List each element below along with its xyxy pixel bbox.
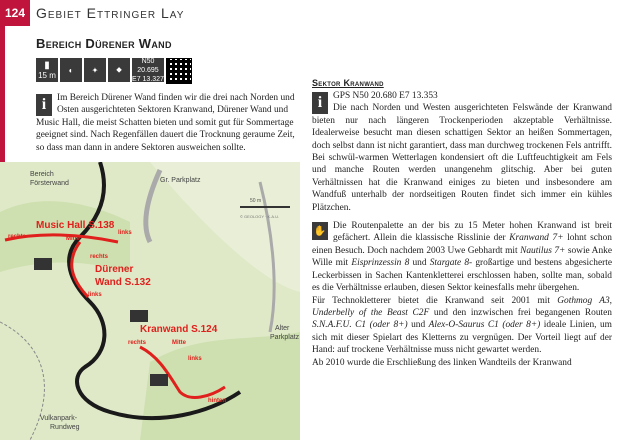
info-icon-row	[36, 58, 192, 84]
climbing-icon: ✋	[312, 222, 328, 240]
coords-lon: E7 13.327	[132, 75, 164, 83]
label-foerster-2: Försterwand	[30, 180, 69, 187]
label-alter-parkplatz-1: Alter	[275, 325, 290, 332]
height-icon: ▮ 15 m	[36, 58, 58, 82]
label-mitte-2: Mitte	[172, 340, 186, 346]
label-rechts-3: rechts	[128, 340, 147, 346]
sektor-paragraph-1: Die nach Norden und Westen ausgerichteten Felswände der Kranwand bieten nur nach längeren Trockenperioden akzeptable Verhältnisse. Idealerweise besucht man diesen schattigen Sektor an heißen Sommertagen, doch selbst dann ist nicht garantiert, dass man durchweg trockenen Fels antrifft. Bei schwül-warmen Wetterlagen kondensiert oft die Luftfeuchtigkeit am Fels und manche Routen werden unangenehm glitschig. Aber bei guten Verhältnissen hat die Kranwand einiges zu bieten und insbesondere am Wandfuß unterhalb der nordseitigen Routen findet sich immer ein kühles Plätzchen.	[312, 103, 612, 213]
page-number: 124	[0, 0, 30, 26]
label-rechts-2: rechts	[90, 254, 109, 260]
label-rundweg-2: Rundweg	[50, 424, 80, 431]
label-hinten: hinten	[208, 398, 226, 404]
shade-icon: ◐	[60, 58, 82, 82]
info-icon: i	[36, 94, 52, 116]
label-music-hall: Music Hall S.138	[36, 220, 115, 231]
label-rechts-1: rechts	[8, 234, 27, 240]
qr-code-icon	[166, 58, 192, 84]
coords-lat: N50 20.695	[137, 57, 159, 74]
sektor-kranwand-text	[312, 78, 612, 375]
label-parkplatz: Gr. Parkplatz	[160, 177, 201, 184]
section-title: Bereich Dürener Wand	[36, 36, 172, 51]
sektor-paragraph-3: Für Technokletterer bietet die Kranwand seit 2001 mit Gothmog A3, Underbelly of the Beast C2F und den inzwischen frei begangenen Routen S.N.A.F.U. C1 (oder 8+) und Alex-O-Saurus C1 (oder 8+) ideale Linien, um sich mit dieser Spielart des Kletterns zu vergnügen. Der Vorteil liegt auf der Hand: auf trockene Verhältnisse muss nicht gewartet werden.	[312, 295, 612, 356]
intro-text	[36, 92, 298, 154]
label-links-1: links	[118, 230, 132, 236]
compass-icon: ✦	[84, 58, 106, 82]
intro-paragraph: Im Bereich Dürener Wand finden wir die drei nach Norden und Osten ausgerichteten Sektoren Kranwand, Dürener Wand und Music Hall, die meist Schatten bieten und somit gut für Sommertage geeignet sind. Nach Regenfällen dauert die Trocknung geraume Zeit, so dass man dann in andere Sektoren ausweichen sollte.	[36, 93, 295, 153]
sektor-gps: GPS N50 20.680 E7 13.353	[333, 91, 438, 101]
label-foerster-1: Bereich	[30, 171, 54, 178]
location-pin-icon: ⬥	[108, 58, 130, 82]
label-duerener-1: Dürener	[95, 264, 134, 275]
label-scale: 50 m	[250, 198, 262, 204]
sektor-info-icon: i	[312, 92, 328, 114]
chapter-title: Gebiet Ettringer Lay	[36, 5, 185, 21]
label-links-3: links	[188, 356, 202, 362]
area-map	[0, 162, 300, 440]
label-kranwand: Kranwand S.124	[140, 324, 218, 335]
height-label: 15 m	[38, 71, 56, 80]
label-links-2: links	[88, 292, 102, 298]
label-rundweg-1: Vulkanpark-	[40, 415, 78, 422]
label-alter-parkplatz-2: Parkplatz	[270, 334, 300, 341]
sector-marker-duerener	[130, 310, 148, 322]
sector-marker-kranwand	[150, 374, 168, 386]
sektor-title: Sektor Kranwand	[312, 78, 384, 88]
label-duerener-2: Wand S.132	[95, 277, 151, 288]
sector-marker-music-hall	[34, 258, 52, 270]
label-copyright: © GEOLOGY · K.A.U.	[240, 214, 280, 219]
sektor-paragraph-2: ✋ Die Routenpalette an der bis zu 15 Meter hohen Kranwand ist breit gefächert. Allein die klassische Risslinie der Kranwand 7+ lohnt schon einen Besuch. Doch nachdem 2003 Uwe Gebhardt mit Nautilus 7+ sowie Anke Wille mit Eisprinzessin 8 und Stargate 8- großartige und bestens abgesicherte Leckerbissen in Sachen Kantenkletterei erschlossen haben, sollte man, sobald es die Verhältnisse erlauben, diesen Sektor keinesfalls mehr übergehen.	[312, 221, 613, 294]
label-mitte-1: Mitte	[66, 236, 80, 242]
sektor-paragraph-4: Ab 2010 wurde die Erschließung des linken Wandteils der Kranwand	[312, 357, 572, 368]
coordinates-box	[132, 58, 164, 82]
